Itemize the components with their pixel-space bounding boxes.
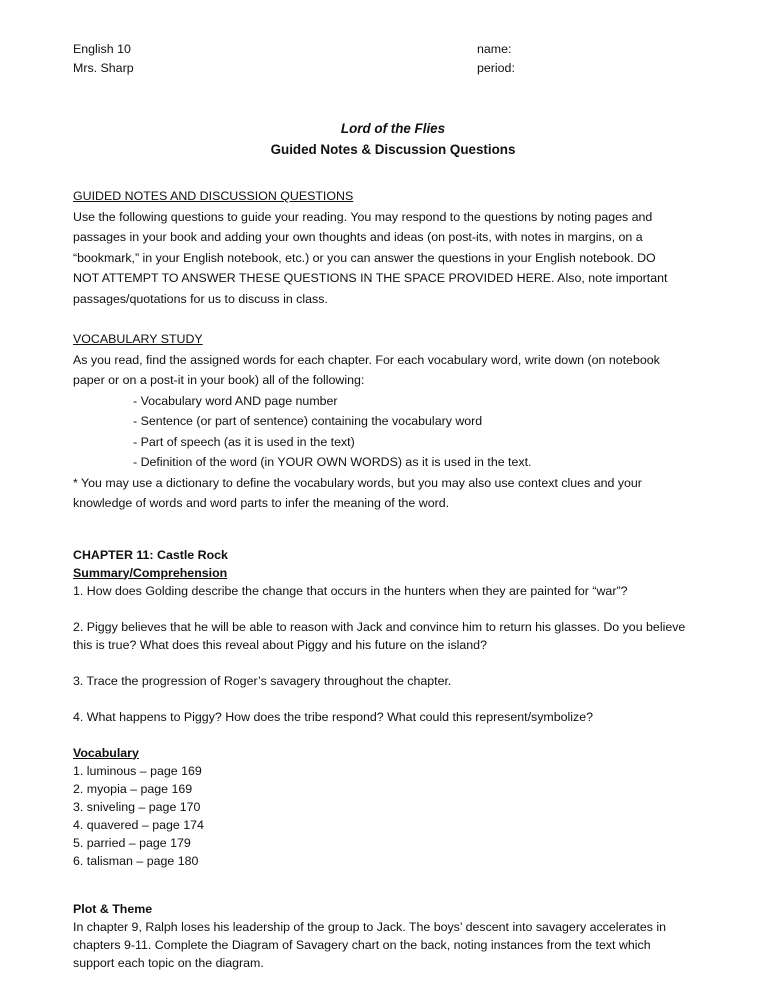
vocabulary-study-heading: VOCABULARY STUDY	[73, 332, 203, 346]
vocab-intro-line: As you read, find the assigned words for each chapter. For each vocabulary word, write down (on notebook	[73, 352, 660, 367]
vocab-note-line: * You may use a dictionary to define the vocabulary words, but you may also use context clues and your	[73, 475, 642, 490]
teacher-name: Mrs. Sharp	[73, 61, 134, 75]
guided-notes-section	[73, 186, 713, 309]
chapter-11-section	[73, 546, 713, 972]
vocab-intro-line: paper or on a post-it in your book) all of the following:	[73, 373, 365, 387]
vocab-word: 3. sniveling – page 170	[73, 799, 201, 814]
name-label: name:	[477, 42, 512, 56]
document-subtitle: Guided Notes & Discussion Questions	[270, 142, 516, 157]
question: 2. Piggy believes that he will be able to reason with Jack and convince him to return his glasses. Do you believe	[73, 619, 686, 634]
vocab-note-line: knowledge of words and word parts to infer the meaning of the word.	[73, 496, 450, 510]
course-name: English 10	[73, 42, 131, 56]
vocab-word: 6. talisman – page 180	[73, 853, 199, 868]
vocab-requirement: - Sentence (or part of sentence) containing the vocabulary word	[133, 414, 483, 428]
question: 3. Trace the progression of Roger’s savagery throughout the chapter.	[73, 673, 452, 688]
period-label: period:	[477, 61, 515, 75]
question-continued: this is true? What does this reveal about Piggy and his future on the island?	[73, 637, 487, 652]
question: 4. What happens to Piggy? How does the tribe respond? What could this represent/symbolize?	[73, 709, 594, 724]
guided-line: passages/quotations for us to discuss in class.	[73, 291, 328, 306]
plot-line: In chapter 9, Ralph loses his leadership of the group to Jack. The boys’ descent into savagery accelerates in	[73, 919, 667, 934]
guided-line: NOT ATTEMPT TO ANSWER THESE QUESTIONS IN THE SPACE PROVIDED HERE. Also, note important	[73, 271, 668, 285]
guided-line: passages in your book and adding your own thoughts and ideas (on post-its, with notes in margins, on a	[73, 230, 643, 244]
course-info	[73, 40, 477, 78]
vocabulary-study-section	[73, 329, 713, 514]
student-info	[477, 40, 515, 78]
guided-line: “bookmark,” in your English notebook, etc.) or you can answer the questions in your English notebook. DO	[73, 250, 656, 265]
vocab-requirement: - Part of speech (as it is used in the text)	[133, 434, 355, 449]
plot-theme-heading: Plot & Theme	[73, 901, 153, 916]
vocab-word: 1. luminous – page 169	[73, 763, 202, 778]
vocabulary-heading: Vocabulary	[73, 745, 139, 760]
summary-heading: Summary/Comprehension	[73, 565, 228, 580]
vocab-word: 5. parried – page 179	[73, 835, 191, 850]
vocab-word: 4. quavered – page 174	[73, 817, 204, 832]
document-title	[73, 118, 713, 160]
vocab-requirement: - Vocabulary word AND page number	[133, 393, 338, 408]
vocab-requirement: - Definition of the word (in YOUR OWN WORDS) as it is used in the text.	[133, 455, 532, 469]
header-row	[73, 40, 713, 78]
guided-notes-heading: GUIDED NOTES AND DISCUSSION QUESTIONS	[73, 189, 354, 203]
chapter-heading: CHAPTER 11: Castle Rock	[73, 547, 228, 562]
vocab-word: 2. myopia – page 169	[73, 781, 193, 796]
question: 1. How does Golding describe the change that occurs in the hunters when they are painted for “war”?	[73, 583, 628, 598]
guided-line: Use the following questions to guide your reading. You may respond to the questions by noting pages and	[73, 209, 653, 224]
book-title: Lord of the Flies	[340, 121, 446, 136]
plot-line: support each topic on the diagram.	[73, 955, 264, 970]
plot-line: chapters 9-11. Complete the Diagram of Savagery chart on the back, noting instances from the text which	[73, 937, 651, 952]
document-page	[73, 40, 713, 972]
